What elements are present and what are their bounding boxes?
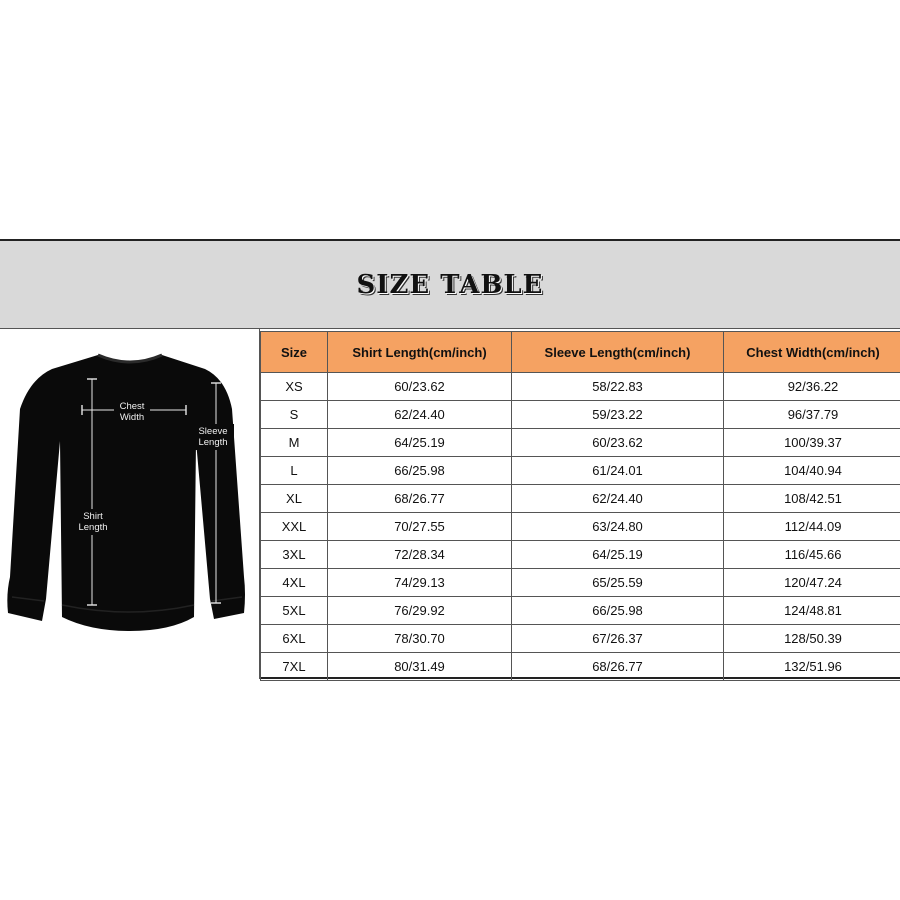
sleeve-length-cell: 63/24.80 [512, 513, 724, 541]
shirt-length-cell: 74/29.13 [328, 569, 512, 597]
shirt-length-cell: 66/25.98 [328, 457, 512, 485]
table-header-row [261, 332, 900, 373]
sleeve-length-cell: 68/26.77 [512, 653, 724, 681]
shirt-length-label-2: Length [78, 522, 108, 533]
table-row [261, 597, 900, 625]
page-title: SIZE TABLE [356, 269, 544, 300]
size-cell: 7XL [261, 653, 328, 681]
shirt-length-cell: 60/23.62 [328, 373, 512, 401]
chest-width-label-1: Chest [119, 401, 145, 412]
size-cell: 4XL [261, 569, 328, 597]
size-cell: XS [261, 373, 328, 401]
header-chest-width: Chest Width(cm/inch) [724, 332, 900, 373]
chest-width-cell: 132/51.96 [724, 653, 900, 681]
header-shirt-length: Shirt Length(cm/inch) [328, 332, 512, 373]
chest-width-cell: 124/48.81 [724, 597, 900, 625]
sleeve-length-cell: 61/24.01 [512, 457, 724, 485]
sleeve-length-cell: 65/25.59 [512, 569, 724, 597]
chest-width-cell: 100/39.37 [724, 429, 900, 457]
size-table [260, 331, 900, 681]
sweatshirt-shape [7, 355, 245, 631]
chest-width-cell: 96/37.79 [724, 401, 900, 429]
sleeve-length-cell: 66/25.98 [512, 597, 724, 625]
chest-width-label-2: Width [119, 412, 145, 423]
size-cell: XXL [261, 513, 328, 541]
table-row [261, 569, 900, 597]
shirt-length-cell: 64/25.19 [328, 429, 512, 457]
sleeve-length-cell: 60/23.62 [512, 429, 724, 457]
shirt-length-cell: 76/29.92 [328, 597, 512, 625]
shirt-length-cell: 72/28.34 [328, 541, 512, 569]
table-row [261, 373, 900, 401]
size-cell: S [261, 401, 328, 429]
chest-width-cell: 112/44.09 [724, 513, 900, 541]
sleeve-length-label-2: Length [198, 437, 228, 448]
table-row [261, 513, 900, 541]
chest-width-cell: 92/36.22 [724, 373, 900, 401]
table-row [261, 653, 900, 681]
table-row [261, 541, 900, 569]
size-cell: 3XL [261, 541, 328, 569]
shirt-length-cell: 62/24.40 [328, 401, 512, 429]
table-row [261, 485, 900, 513]
size-cell: 6XL [261, 625, 328, 653]
shirt-length-cell: 70/27.55 [328, 513, 512, 541]
sleeve-length-cell: 59/23.22 [512, 401, 724, 429]
size-cell: 5XL [261, 597, 328, 625]
sleeve-length-cell: 67/26.37 [512, 625, 724, 653]
table-row [261, 625, 900, 653]
sleeve-length-label-1: Sleeve [198, 426, 228, 437]
sleeve-length-cell: 64/25.19 [512, 541, 724, 569]
table-row [261, 401, 900, 429]
size-cell: XL [261, 485, 328, 513]
shirt-length-cell: 80/31.49 [328, 653, 512, 681]
sweatshirt-illustration [0, 329, 260, 679]
size-cell: L [261, 457, 328, 485]
chest-width-cell: 104/40.94 [724, 457, 900, 485]
garment-diagram [0, 329, 260, 679]
chest-width-cell: 120/47.24 [724, 569, 900, 597]
size-cell: M [261, 429, 328, 457]
table-row [261, 429, 900, 457]
size-rows [261, 373, 900, 681]
size-chart-frame [0, 239, 900, 679]
chest-width-cell: 108/42.51 [724, 485, 900, 513]
shirt-length-label-1: Shirt [83, 511, 103, 522]
shirt-length-cell: 78/30.70 [328, 625, 512, 653]
title-band [0, 241, 900, 329]
header-sleeve-length: Sleeve Length(cm/inch) [512, 332, 724, 373]
table-row [261, 457, 900, 485]
shirt-length-cell: 68/26.77 [328, 485, 512, 513]
sleeve-length-cell: 58/22.83 [512, 373, 724, 401]
header-size: Size [261, 332, 328, 373]
chest-width-cell: 128/50.39 [724, 625, 900, 653]
chest-width-cell: 116/45.66 [724, 541, 900, 569]
sleeve-length-cell: 62/24.40 [512, 485, 724, 513]
